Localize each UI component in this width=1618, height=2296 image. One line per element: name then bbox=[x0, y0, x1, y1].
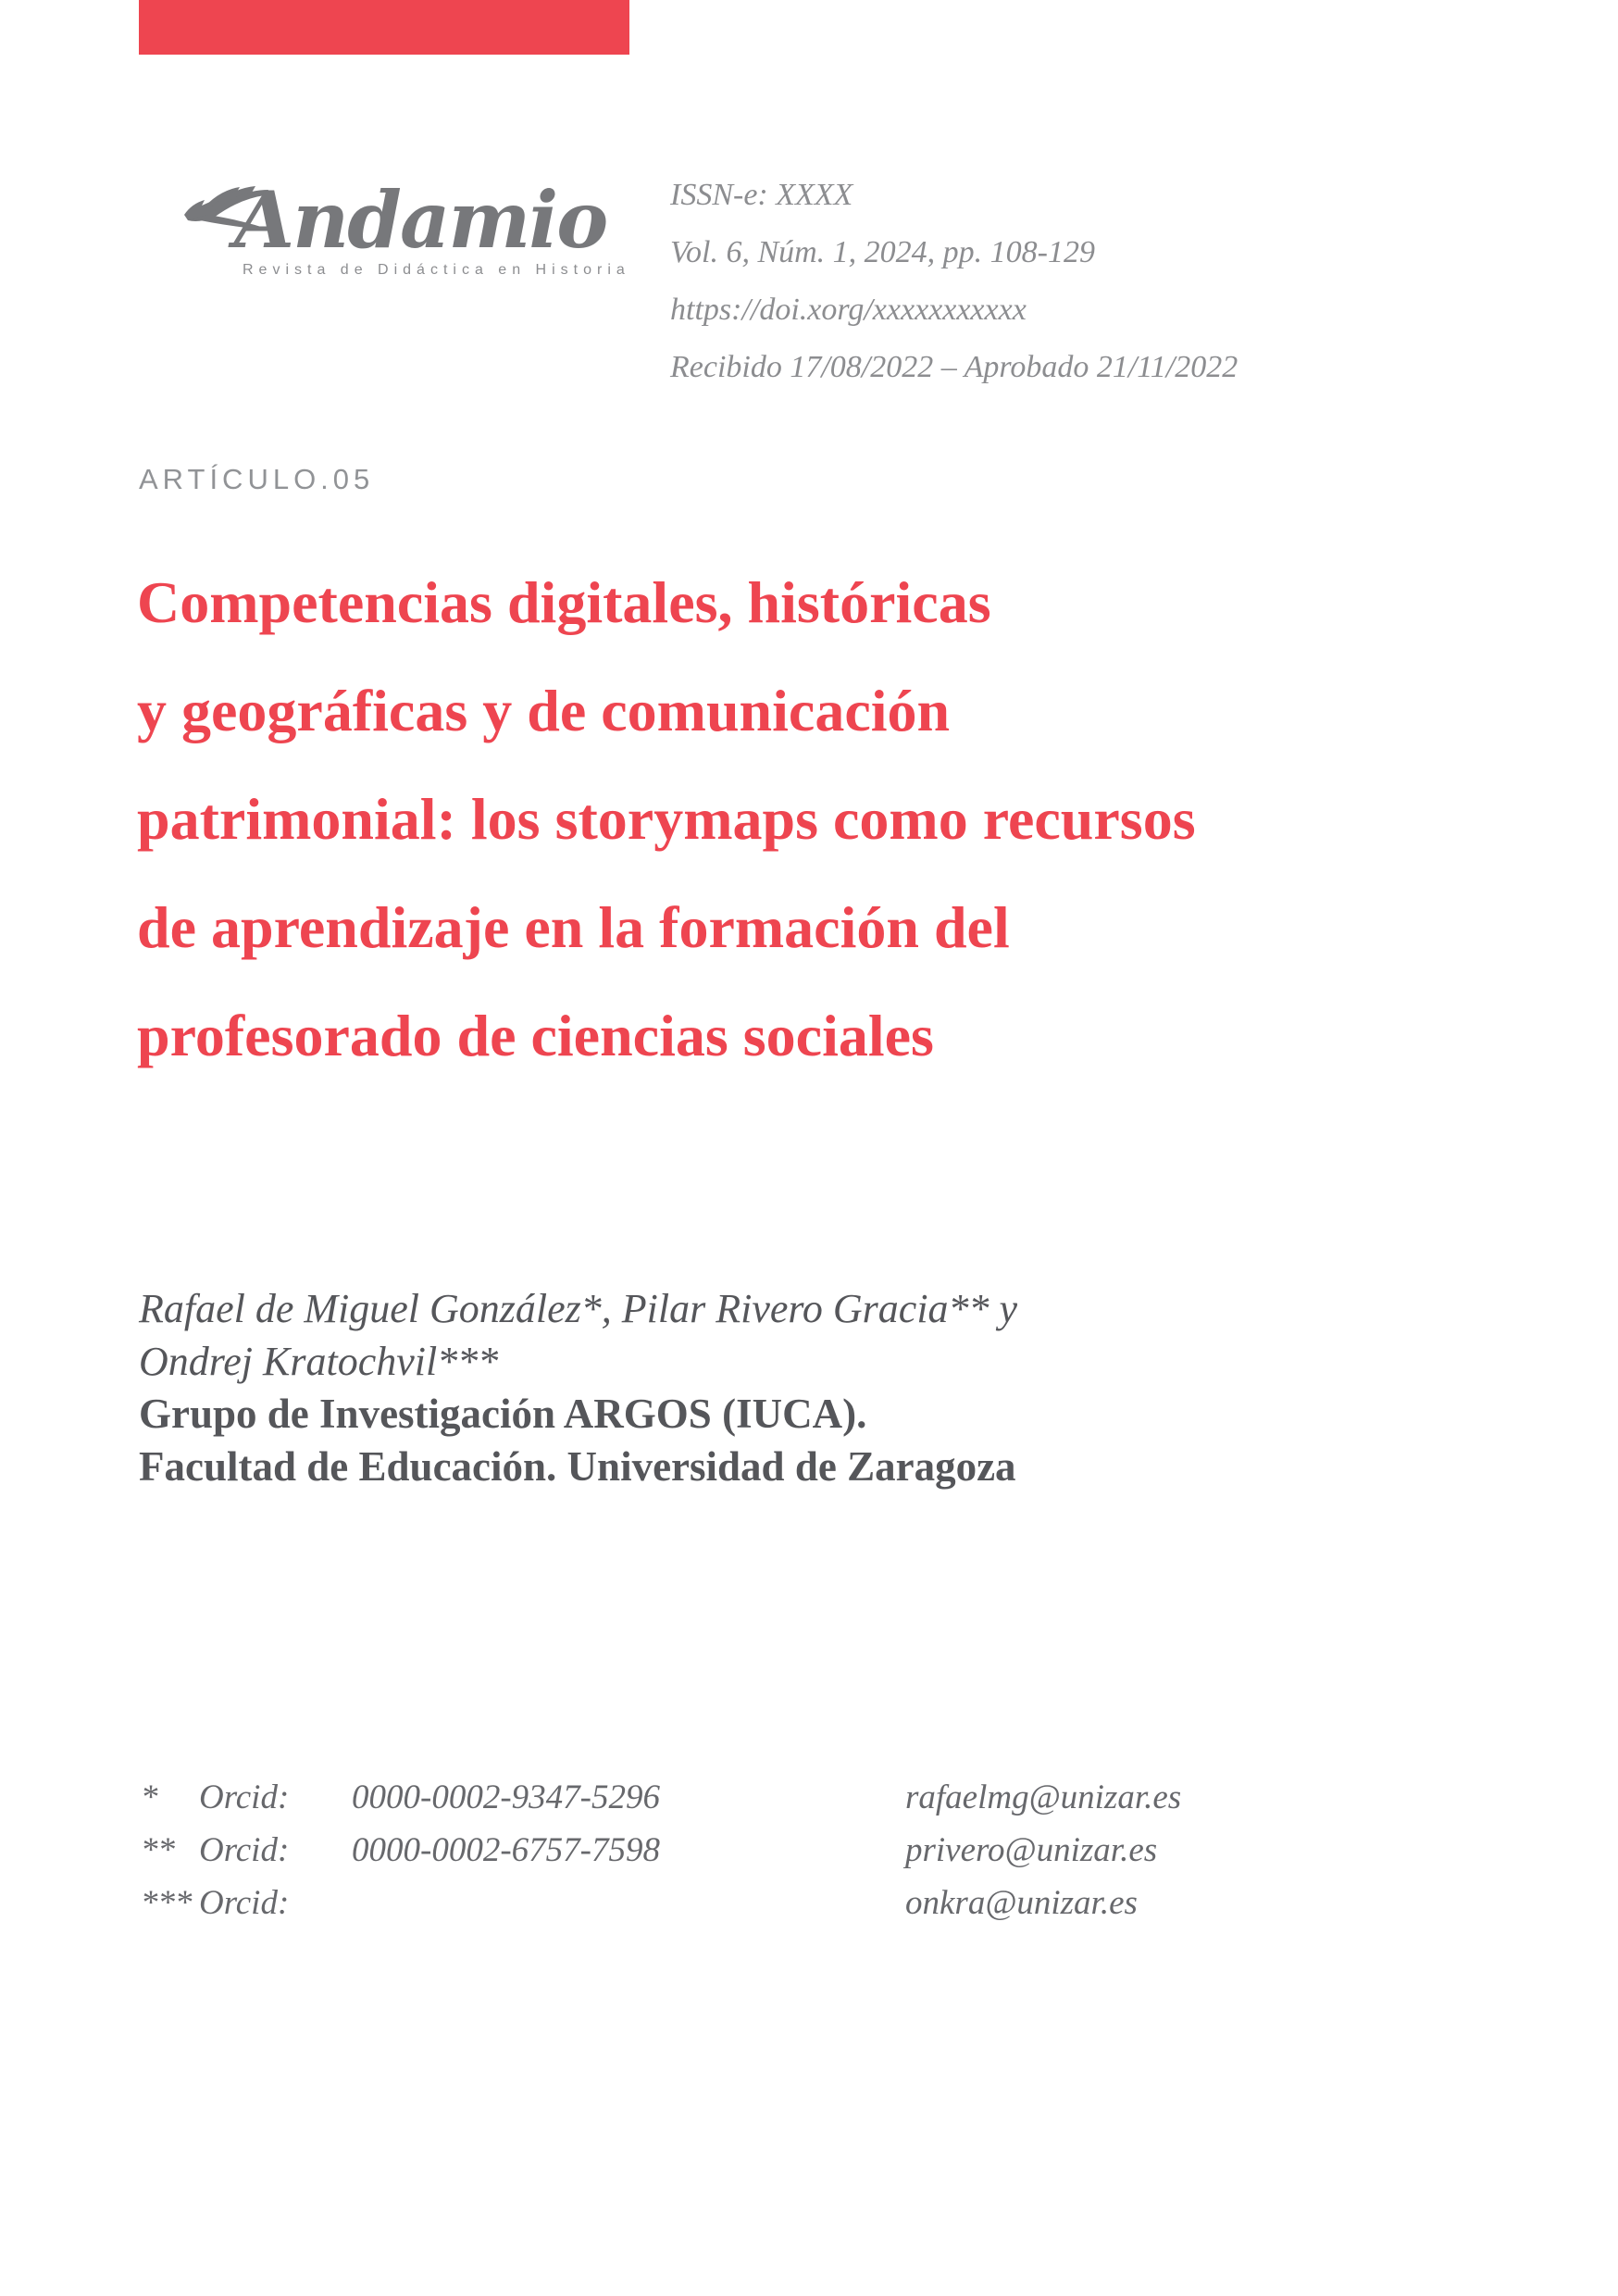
title-line: y geográficas y de comunicación bbox=[137, 678, 951, 743]
orcid-label: Orcid: bbox=[199, 1884, 290, 1922]
article-title bbox=[137, 548, 1488, 1090]
top-accent-bar bbox=[139, 0, 629, 55]
issue-info-block bbox=[670, 167, 1238, 396]
footnote-marker: * bbox=[141, 1778, 158, 1816]
affiliation-line: Grupo de Investigación ARGOS (IUCA). bbox=[139, 1391, 867, 1437]
authors-block bbox=[139, 1282, 1435, 1493]
title-line: de aprendizaje en la formación del bbox=[137, 894, 1010, 960]
title-line: Competencias digitales, históricas bbox=[137, 569, 991, 635]
received-approved-line: Recibido 17/08/2022 – Aprobado 21/11/2022 bbox=[670, 350, 1238, 384]
author-email: rafaelmg@unizar.es bbox=[905, 1778, 1182, 1816]
authors-line: Ondrej Kratochvil*** bbox=[139, 1339, 499, 1384]
doi-line: https://doi.xorg/xxxxxxxxxxx bbox=[670, 293, 1027, 327]
orcid-footnotes bbox=[139, 1778, 1481, 1936]
article-number-label: ARTÍCULO.05 bbox=[139, 463, 375, 495]
journal-name: Andamio bbox=[234, 174, 607, 266]
orcid-label: Orcid: bbox=[199, 1778, 290, 1816]
footnote-row bbox=[139, 1830, 1481, 1883]
title-line: profesorado de ciencias sociales bbox=[137, 1003, 934, 1068]
title-line: patrimonial: los storymaps como recursos bbox=[137, 786, 1196, 852]
orcid-label: Orcid: bbox=[199, 1831, 290, 1869]
journal-logo bbox=[181, 174, 630, 285]
issn-line: ISSN-e: XXXX bbox=[670, 178, 853, 212]
footnote-row bbox=[139, 1778, 1481, 1830]
author-email: onkra@unizar.es bbox=[905, 1884, 1138, 1922]
volume-line: Vol. 6, Núm. 1, 2024, pp. 108-129 bbox=[670, 235, 1095, 269]
footnote-row bbox=[139, 1883, 1481, 1936]
orcid-number: 0000-0002-9347-5296 bbox=[352, 1778, 660, 1816]
footnote-marker: ** bbox=[141, 1831, 175, 1869]
author-email: privero@unizar.es bbox=[905, 1831, 1158, 1869]
authors-line: Rafael de Miguel González*, Pilar Rivero Gracia** y bbox=[139, 1286, 1018, 1331]
journal-tagline: Revista de Didáctica en Historia bbox=[243, 262, 630, 278]
orcid-number: 0000-0002-6757-7598 bbox=[352, 1831, 660, 1869]
affiliation-line: Facultad de Educación. Universidad de Zaragoza bbox=[139, 1443, 1016, 1490]
footnote-marker: *** bbox=[141, 1884, 193, 1922]
